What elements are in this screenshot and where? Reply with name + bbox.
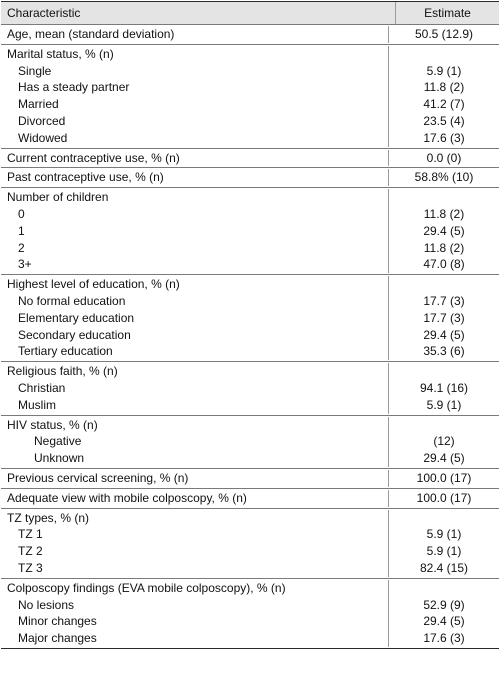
row-label: 1 — [1, 223, 389, 240]
section-title: Number of children — [1, 189, 389, 206]
section-title: Adequate view with mobile colposcopy, % (n) — [1, 490, 389, 507]
row-value: 29.4 (5) — [423, 614, 465, 629]
section-title: Highest level of education, % (n) — [1, 276, 389, 293]
table-row — [1, 63, 499, 80]
table-row — [1, 630, 499, 647]
section-heading-row — [1, 150, 499, 167]
row-label: Divorced — [1, 113, 389, 130]
table-row — [1, 327, 499, 344]
table-row — [1, 343, 499, 360]
table-section — [1, 25, 499, 45]
table-row — [1, 597, 499, 614]
section-heading-row — [1, 189, 499, 206]
row-value: 82.4 (15) — [419, 560, 469, 575]
row-value: 5.9 (1) — [426, 544, 462, 559]
table-section — [1, 362, 499, 415]
table-row — [1, 113, 499, 130]
section-value — [389, 46, 499, 63]
row-value: 11.8 (2) — [423, 240, 465, 255]
row-label: Major changes — [1, 630, 389, 647]
row-label: 2 — [1, 240, 389, 257]
row-value: 11.8 (2) — [423, 80, 465, 95]
row-value: 29.4 (5) — [423, 451, 465, 466]
row-label: Unknown — [1, 450, 389, 467]
section-value — [389, 363, 499, 380]
row-label: Single — [1, 63, 389, 80]
row-value: 5.9 (1) — [426, 527, 462, 542]
section-value — [389, 510, 499, 527]
section-title: Past contraceptive use, % (n) — [1, 169, 389, 186]
row-value: 17.7 (3) — [423, 293, 465, 308]
section-title: Previous cervical screening, % (n) — [1, 470, 389, 487]
row-label: 0 — [1, 206, 389, 223]
table-row — [1, 96, 499, 113]
row-label: No formal education — [1, 293, 389, 310]
table-row — [1, 560, 499, 577]
row-label: 3+ — [1, 256, 389, 273]
section-title: Age, mean (standard deviation) — [1, 26, 389, 43]
section-heading-row — [1, 276, 499, 293]
row-label: Minor changes — [1, 613, 389, 630]
row-value: 41.2 (7) — [423, 97, 465, 112]
section-value: 0.0 (0) — [426, 150, 462, 165]
row-value: 29.4 (5) — [423, 223, 465, 238]
row-value: (12) — [433, 434, 455, 449]
section-heading-row — [1, 46, 499, 63]
table-row — [1, 543, 499, 560]
row-label: Tertiary education — [1, 343, 389, 360]
section-title: HIV status, % (n) — [1, 417, 389, 434]
section-heading-row — [1, 363, 499, 380]
section-heading-row — [1, 470, 499, 487]
table-section — [1, 149, 499, 169]
row-value: 17.6 (3) — [423, 631, 465, 646]
table-row — [1, 310, 499, 327]
section-value: 100.0 (17) — [416, 470, 472, 485]
table-row — [1, 450, 499, 467]
section-heading-row — [1, 580, 499, 597]
table-section — [1, 168, 499, 188]
row-value: 17.7 (3) — [423, 310, 465, 325]
row-label: Christian — [1, 380, 389, 397]
row-label: TZ 1 — [1, 526, 389, 543]
section-heading-row — [1, 417, 499, 434]
table-row — [1, 613, 499, 630]
section-value — [389, 189, 499, 206]
section-title: Religious faith, % (n) — [1, 363, 389, 380]
row-value: 5.9 (1) — [426, 63, 462, 78]
table-section — [1, 45, 499, 149]
row-label: Married — [1, 96, 389, 113]
section-heading-row — [1, 26, 499, 43]
row-label: Widowed — [1, 130, 389, 147]
table-section — [1, 469, 499, 489]
section-heading-row — [1, 510, 499, 527]
row-value: 29.4 (5) — [423, 327, 465, 342]
table-row — [1, 397, 499, 414]
header-characteristic: Characteristic — [7, 6, 81, 20]
section-value: 58.8% (10) — [414, 170, 474, 185]
table-section — [1, 416, 499, 469]
section-title: Current contraceptive use, % (n) — [1, 150, 389, 167]
row-label: Elementary education — [1, 310, 389, 327]
table-row — [1, 206, 499, 223]
table-section — [1, 509, 499, 579]
row-value: 23.5 (4) — [423, 113, 465, 128]
row-value: 47.0 (8) — [423, 257, 465, 272]
row-label: Negative — [1, 433, 389, 450]
section-heading-row — [1, 169, 499, 186]
table-section — [1, 188, 499, 275]
table-section — [1, 489, 499, 509]
row-value: 35.3 (6) — [423, 344, 465, 359]
row-label: TZ 2 — [1, 543, 389, 560]
section-value: 100.0 (17) — [416, 490, 472, 505]
row-label: No lesions — [1, 597, 389, 614]
table-row — [1, 240, 499, 257]
row-label: Secondary education — [1, 327, 389, 344]
table-body — [1, 25, 499, 648]
section-title: Colposcopy findings (EVA mobile colposcopy), % (n) — [1, 580, 389, 597]
table-section — [1, 579, 499, 648]
section-value — [389, 580, 499, 597]
table-row — [1, 256, 499, 273]
row-value: 17.6 (3) — [423, 130, 465, 145]
header-estimate: Estimate — [395, 2, 499, 24]
table-section — [1, 275, 499, 362]
row-label: Has a steady partner — [1, 79, 389, 96]
row-value: 52.9 (9) — [423, 597, 465, 612]
section-title: Marital status, % (n) — [1, 46, 389, 63]
row-value: 94.1 (16) — [419, 380, 469, 395]
table-row — [1, 130, 499, 147]
section-value — [389, 417, 499, 434]
section-heading-row — [1, 490, 499, 507]
row-value: 11.8 (2) — [423, 206, 465, 221]
table-header — [1, 2, 499, 25]
table-row — [1, 79, 499, 96]
table-row — [1, 433, 499, 450]
table-row — [1, 526, 499, 543]
row-label: TZ 3 — [1, 560, 389, 577]
section-value — [389, 276, 499, 293]
data-table — [1, 1, 499, 649]
table-row — [1, 380, 499, 397]
section-value: 50.5 (12.9) — [414, 27, 474, 41]
row-value: 5.9 (1) — [426, 397, 462, 412]
table-row — [1, 293, 499, 310]
row-label: Muslim — [1, 397, 389, 414]
table-row — [1, 223, 499, 240]
section-title: TZ types, % (n) — [1, 510, 389, 527]
